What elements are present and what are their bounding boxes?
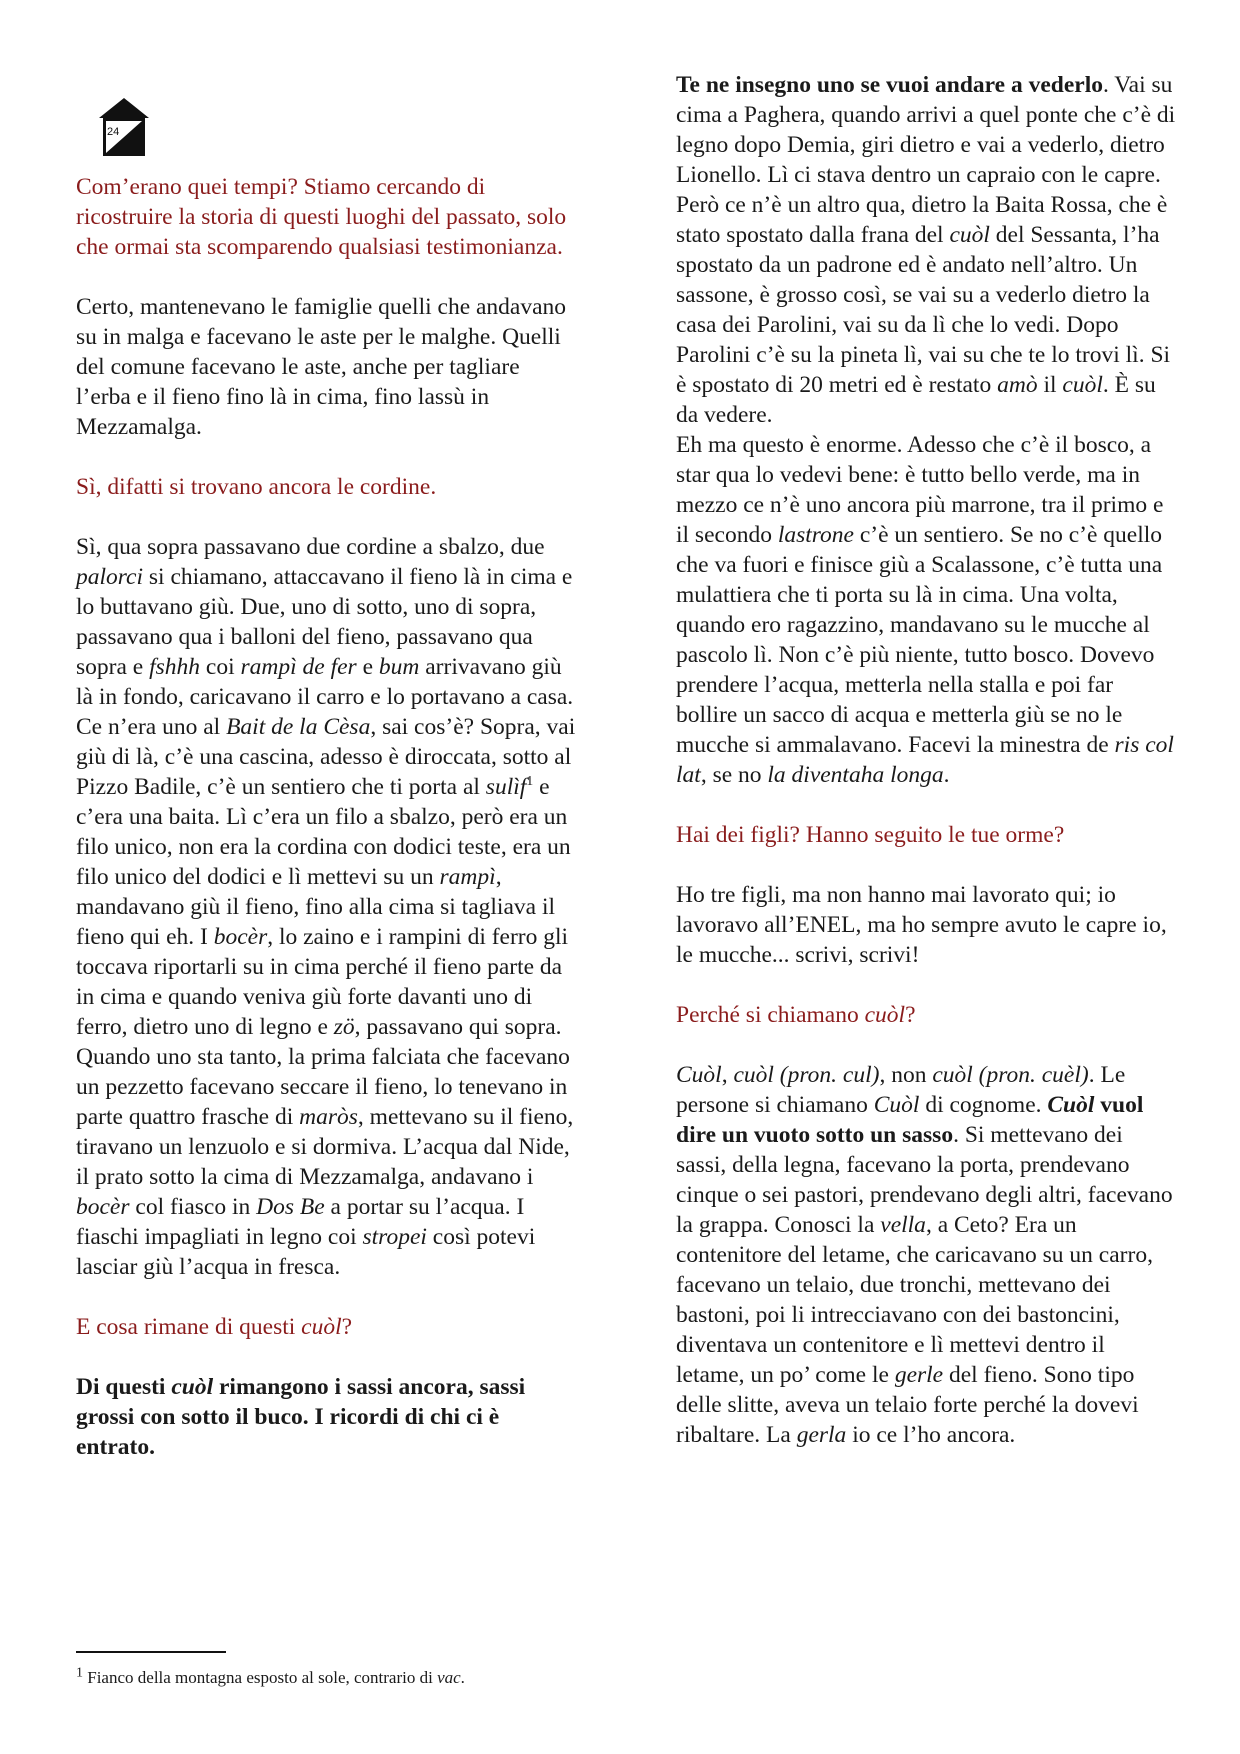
- page-number: 24: [107, 126, 120, 138]
- question-4: Hai dei figli? Hanno seguito le tue orme?: [676, 822, 1065, 848]
- left-column: [76, 0, 576, 1462]
- question-2: Sì, difatti si trovano ancora le cordine.: [76, 474, 437, 500]
- footnote: $^1$ Fianco della montagna esposto al sole, contrario di vac.: [76, 1665, 465, 1687]
- footnote-divider: [76, 1651, 226, 1653]
- question-5: Perché si chiamano cuòl?: [676, 1002, 916, 1028]
- answer-6: Però ce n’è un altro qua, dietro la Baita Rossa, che è stato spostato dalla frana del cuòl del Sessanta, l’ha spostato da un padrone ed è andato nell’altro. Un sassone, è grosso così, se vai su a vederlo dietro la casa dei Parolini, vai su da lì che lo vedi. Dopo Parolini c’è su la pineta lì, vai su che te lo trovi lì. Si è spostato di 20 metri ed è restato amò il cuòl. È su da vedere.: [676, 192, 1171, 428]
- answer-2: Sì, qua sopra passavano due cordine a sbalzo, due palorci si chiamano, attaccavano il fieno là in cima e lo buttavano giù. Due, uno di sotto, uno di sopra, passavano qua i balloni del fieno, passavano qua sopra e fshhh coi rampì de fer e bum arrivavano giù là in fondo, caricavano il carro e lo portavano a casa. Ce n’era uno al Bait de la Cèsa, sai cos’è? Sopra, vai giù di là, c’è una cascina, adesso è diroccata, sotto al Pizzo Badile, c’è un sentiero che ti porta al sulìf$^1$ e c’era una baita. Lì c’era un filo a sbalzo, però era un filo unico, non era la cordina con dodici teste, era un filo unico del dodici e lì mettevi su un rampì, mandavano giù il fieno, fino alla cima si tagliava il fieno qui eh. I bocèr, lo zaino e i rampini di ferro gli toccava riportarli su in cima perché il fieno parte da in cima e quando veniva giù forte davanti uno di ferro, dietro uno di legno e zö, passavano qui sopra.: [76, 534, 576, 1040]
- right-column: [676, 0, 1176, 1450]
- answer-1: Certo, mantenevano le famiglie quelli che andavano su in malga e facevano le aste per le malghe. Quelli del comune facevano le aste, anche per tagliare l’erba e il fieno fino là in cima, fino lassù in Mezzamalga.: [76, 294, 567, 440]
- question-1: Com’erano quei tempi? Stiamo cercando di ricostruire la storia di questi luoghi del passato, solo che ormai sta scomparendo qualsiasi testimonianza.: [76, 174, 567, 260]
- answer-3: Quando uno sta tanto, la prima falciata che facevano un pezzetto facevano seccare il fieno, lo tenevano in parte quattro frasche di maròs, mettevano su il fieno, tiravano un lenzuolo e si dormiva. L’acqua dal Nide, il prato sotto la cima di Mezzamalga, andavano i bocèr col fiasco in Dos Be a portar su l’acqua. I fiaschi impagliati in legno coi stropei così potevi lasciar giù l’acqua in fresca.: [76, 1044, 574, 1280]
- answer-9: Cuòl, cuòl (pron. cul), non cuòl (pron. cuèl). Le persone si chiamano Cuòl di cognome. Cuòl vuol dire un vuoto sotto un sasso. Si mettevano dei sassi, della legna, facevano la porta, prendevano cinque o sei pastori, prendevano degli altri, facevano la grappa. Conosci la vella, a Ceto? Era un contenitore del letame, che caricavano su un carro, facevano un telaio, due tronchi, mettevano dei bastoni, poi li intrecciavano con dei bastoncini, diventava un contenitore e lì mettevi dentro il letame, un po’ come le gerle del fieno. Sono tipo delle slitte, aveva un telaio forte perché la dovevi ribaltare. La gerla io ce l’ho ancora.: [676, 1062, 1173, 1448]
- answer-5: Te ne insegno uno se vuoi andare a vederlo. Vai su cima a Paghera, quando arrivi a quel ponte che c’è di legno dopo Demia, giri dietro e vai a vederlo, dietro Lionello. Lì ci stava dentro un capraio con le capre.: [676, 72, 1176, 188]
- question-3: E cosa rimane di questi cuòl?: [76, 1314, 353, 1340]
- footnote-marker: 1: [526, 774, 534, 790]
- answer-4: Di questi cuòl rimangono i sassi ancora, sassi grossi con sotto il buco. I ricordi di chi ci è entrato.: [76, 1374, 526, 1460]
- answer-8: Ho tre figli, ma non hanno mai lavorato qui; io lavoravo all’ENEL, ma ho sempre avuto le capre io, le mucche... scrivi, scrivi!: [676, 882, 1167, 968]
- answer-7: Eh ma questo è enorme. Adesso che c’è il bosco, a star qua lo vedevi bene: è tutto bello verde, ma in mezzo ce n’è uno ancora più marrone, tra il primo e il secondo lastrone c’è un sentiero. Se no c’è quello che va fuori e finisce giù a Scalassone, c’è tutta una mulattiera che ti porta su là in cima. Una volta, quando ero ragazzino, mandavano su le mucche al pascolo lì. Non c’è più niente, tutto bosco. Dovevo prendere l’acqua, metterla nella stalla e poi far bollire un sacco di acqua e metterla giù se no le mucche si ammalavano. Facevi la minestra de ris col lat, se no la diventaha longa.: [676, 432, 1174, 788]
